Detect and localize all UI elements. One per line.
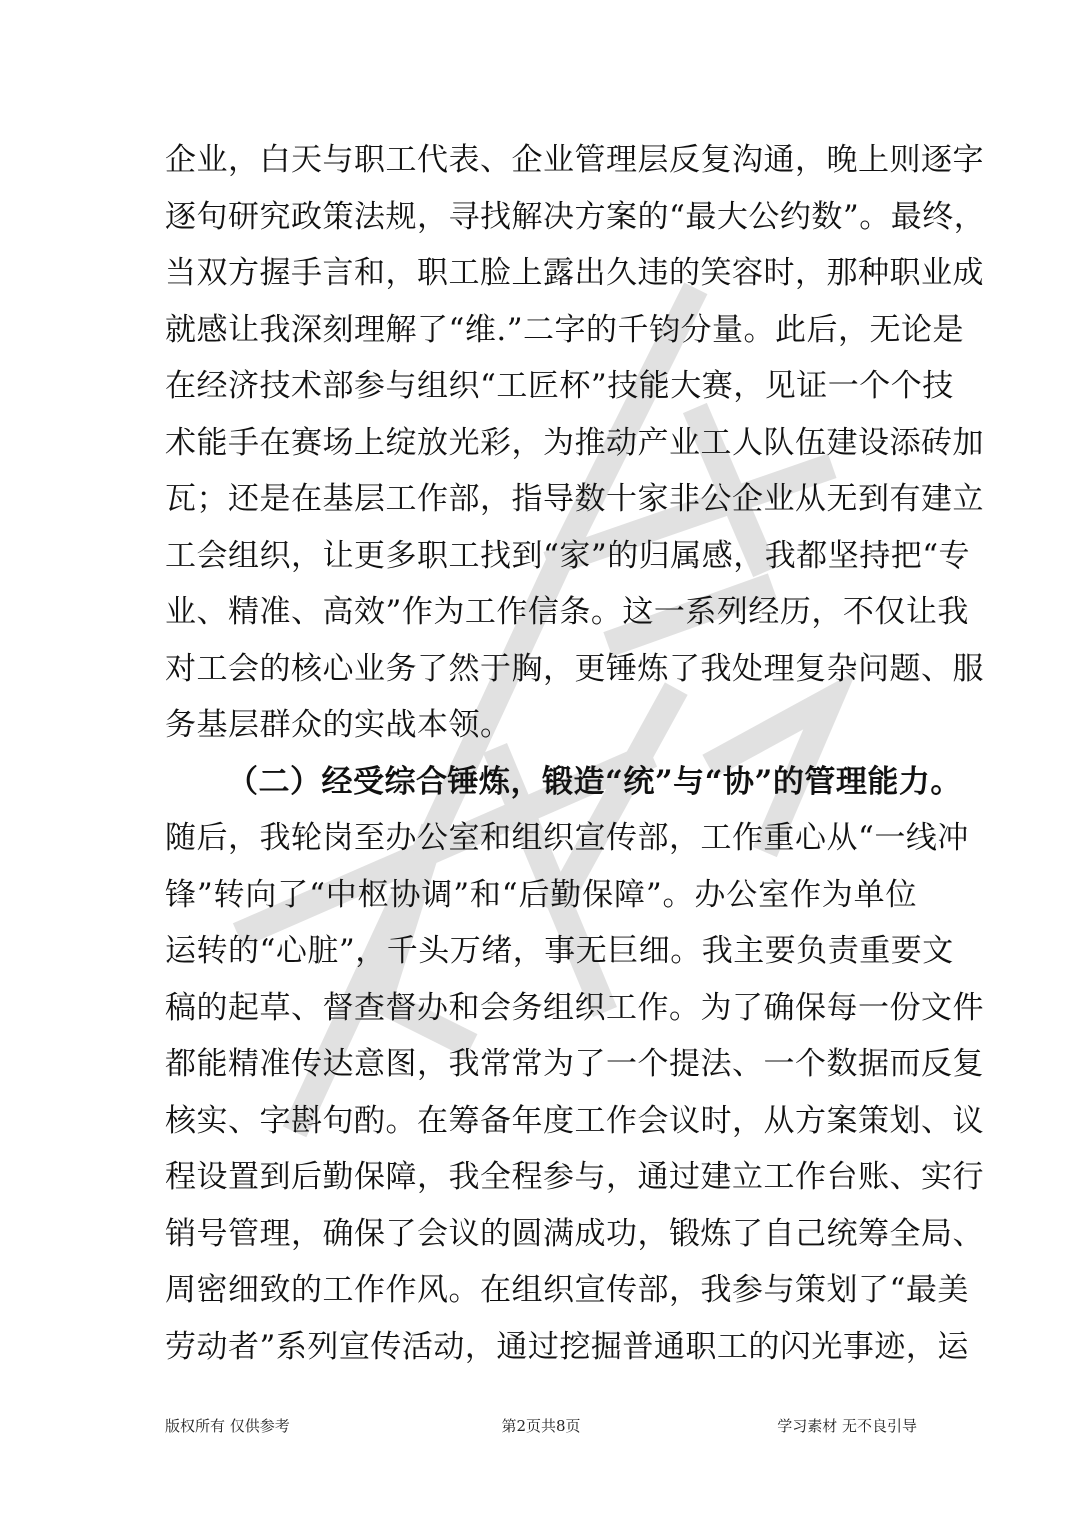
paragraph-line: 逐句研究政策法规，寻找解决方案的“最大公约数”。最终， (165, 198, 986, 235)
paragraph-line: 随后，我轮岗至办公室和组织宣传部，工作重心从“一线冲 (165, 820, 969, 856)
footer-page-number: 第2页共8页 (501, 1417, 581, 1435)
paragraph-line: 都能精准传达意图，我常常为了一个提法、一个数据而反复 (165, 1046, 984, 1082)
paragraph-line: 工会组织，让更多职工找到“家”的归属感，我都坚持把“专 (165, 537, 971, 574)
paragraph-line: 周密细致的工作作风。在组织宣传部，我参与策划了“最美 (165, 1272, 969, 1308)
footer-copyright: 版权所有 仅供参考 (165, 1417, 290, 1435)
paragraph-line: 企业，白天与职工代表、企业管理层反复沟通，晚上则逐字 (165, 142, 984, 178)
paragraph-line: 就感让我深刻理解了“维.”二字的千钧分量。此后，无论是 (165, 311, 965, 348)
paragraph-line: 瓦；还是在基层工作部，指导数十家非公企业从无到有建立 (165, 481, 984, 517)
page-footer (165, 1414, 917, 1438)
paragraph-line: 程设置到后勤保障，我全程参与，通过建立工作台账、实行 (165, 1159, 984, 1195)
paragraph-line: 对工会的核心业务了然于胸，更锤炼了我处理复杂问题、服 (165, 650, 984, 687)
paragraph-line: 务基层群众的实战本领。 (165, 707, 512, 743)
paragraph-line: 销号管理，确保了会议的圆满成功，锻炼了自己统筹全局、 (165, 1215, 984, 1252)
body-text (165, 132, 986, 1375)
paragraph-line: 锋”转向了“中枢协调”和“后勤保障”。办公室作为单位 (165, 876, 917, 913)
paragraph-line: 业、精准、高效”作为工作信条。这一系列经历，不仅让我 (165, 594, 969, 630)
paragraph-line: 当双方握手言和，职工脸上露出久违的笑容时，那种职业成 (165, 255, 984, 291)
paragraph-line: 术能手在赛场上绽放光彩，为推动产业工人队伍建设添砖加 (165, 424, 984, 461)
section-heading: （二）经受综合锤炼，锻造“统”与“协”的管理能力。 (227, 763, 962, 800)
paragraph-line: 运转的“心脏”，千头万绪，事无巨细。我主要负责重要文 (165, 933, 954, 969)
paragraph-line: 在经济技术部参与组织“工匠杯”技能大赛，见证一个个技 (165, 368, 954, 404)
footer-note: 学习素材 无不良引导 (777, 1417, 917, 1435)
paragraph-line: 稿的起草、督查督办和会务组织工作。为了确保每一份文件 (165, 989, 984, 1026)
paragraph-line: 核实、字斟句酌。在筹备年度工作会议时，从方案策划、议 (165, 1102, 984, 1139)
paragraph-line: 劳动者”系列宣传活动，通过挖掘普通职工的闪光事迹，运 (165, 1328, 969, 1365)
